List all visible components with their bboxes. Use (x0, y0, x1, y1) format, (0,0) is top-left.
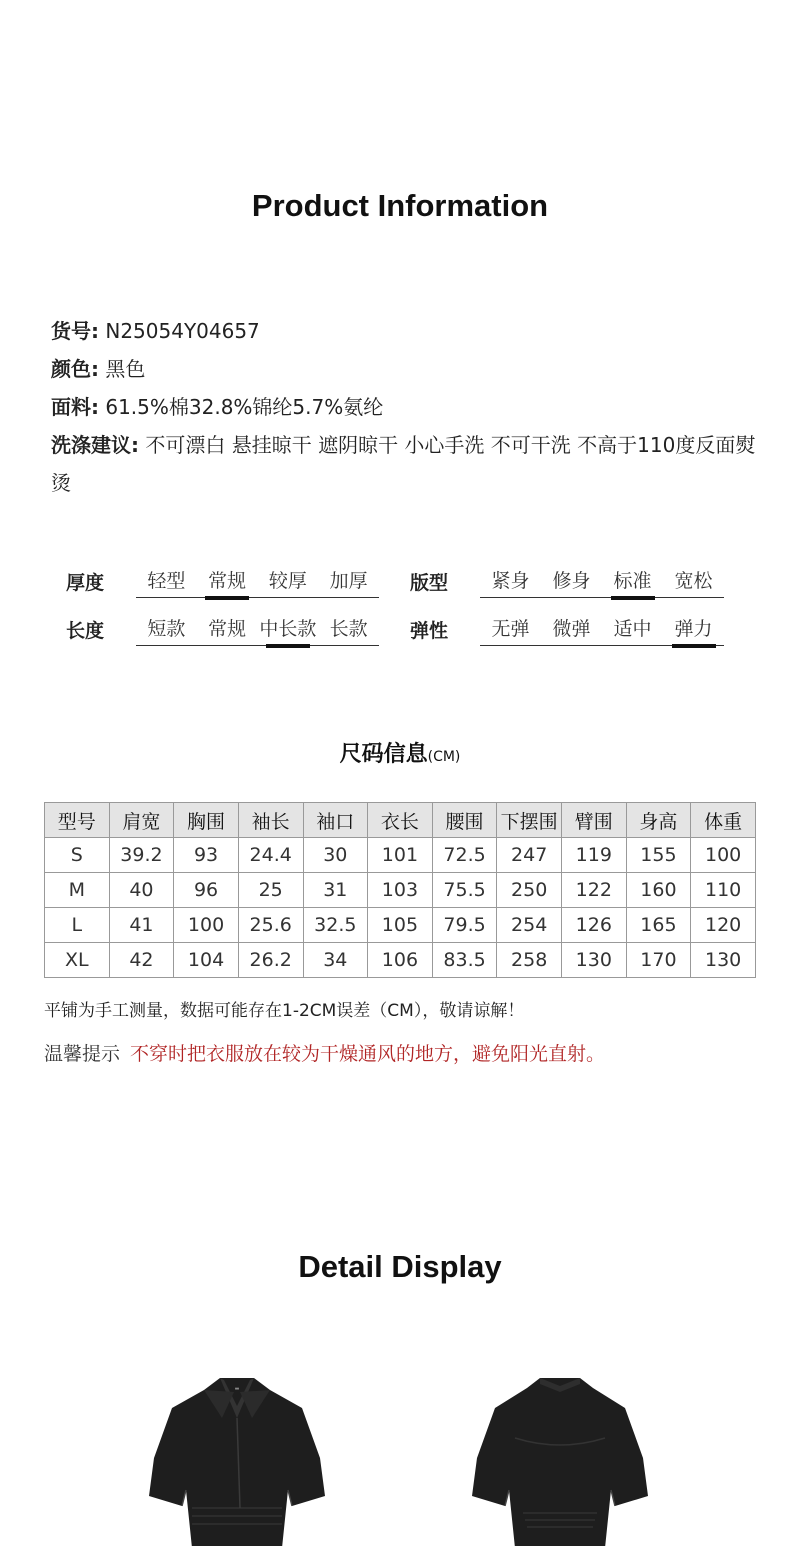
table-cell: 100 (174, 908, 239, 943)
table-cell: M (45, 873, 110, 908)
dress-back-image (465, 1378, 655, 1546)
length-option: 短款 (147, 618, 186, 640)
sku-line (51, 312, 260, 350)
wash-line (51, 426, 771, 502)
thickness-label: 厚度 (66, 572, 105, 594)
sku-label: 货号: (51, 319, 99, 343)
tip-label: 温馨提示 (44, 1043, 121, 1065)
table-cell: XL (45, 943, 110, 978)
table-cell: 100 (691, 838, 756, 873)
color-value: 黑色 (105, 357, 146, 381)
table-cell: 155 (626, 838, 691, 873)
elasticity-option: 适中 (613, 618, 652, 640)
sku-value: N25054Y04657 (105, 319, 260, 343)
table-cell: 250 (497, 873, 562, 908)
thickness-option: 轻型 (147, 570, 186, 592)
table-cell: 42 (109, 943, 174, 978)
length-option: 长款 (329, 618, 368, 640)
dress-front-image (142, 1378, 332, 1546)
table-cell: 120 (691, 908, 756, 943)
table-cell: 130 (562, 943, 627, 978)
elasticity-option: 弹力 (663, 614, 724, 645)
table-cell: 40 (109, 873, 174, 908)
table-cell: 254 (497, 908, 562, 943)
size-table-body (45, 838, 756, 978)
table-cell: 105 (368, 908, 433, 943)
table-cell: 119 (562, 838, 627, 873)
measurement-note: 平铺为手工测量，数据可能存在1-2CM误差（CM），敬请谅解！ (44, 1001, 525, 1021)
table-cell: 258 (497, 943, 562, 978)
table-cell: 96 (174, 873, 239, 908)
table-cell: S (45, 838, 110, 873)
table-cell: 75.5 (432, 873, 497, 908)
table-row (45, 838, 756, 873)
wash-value: 不可漂白 悬挂晾干 遮阴晾干 小心手洗 不可干洗 不高于110度反面熨烫 (51, 433, 756, 495)
table-cell: 101 (368, 838, 433, 873)
table-cell: 30 (303, 838, 368, 873)
wash-label: 洗涤建议: (51, 433, 139, 457)
fabric-label: 面料: (51, 395, 99, 419)
product-information-title: Product Information (251, 188, 549, 223)
table-cell: 31 (303, 873, 368, 908)
table-cell: 41 (109, 908, 174, 943)
length-options (136, 614, 379, 646)
detail-display-title: Detail Display (298, 1249, 502, 1284)
table-cell: 39.2 (109, 838, 174, 873)
size-header-cell: 型号 (45, 803, 110, 838)
fabric-value: 61.5%棉32.8%锦纶5.7%氨纶 (105, 395, 384, 419)
size-table-header (45, 803, 756, 838)
elasticity-option: 无弹 (491, 618, 530, 640)
fit-option: 标准 (602, 566, 663, 597)
fabric-line (51, 388, 383, 426)
table-cell: 93 (174, 838, 239, 873)
size-header-cell: 袖口 (303, 803, 368, 838)
table-cell: 26.2 (238, 943, 303, 978)
elasticity-label: 弹性 (410, 620, 449, 642)
care-tip (44, 1039, 605, 1066)
thickness-option: 加厚 (329, 570, 368, 592)
size-title-text: 尺码信息 (339, 742, 428, 767)
size-header-cell: 袖长 (238, 803, 303, 838)
size-table (44, 802, 756, 978)
thickness-option: 较厚 (268, 570, 307, 592)
size-header-cell: 身高 (626, 803, 691, 838)
table-cell: L (45, 908, 110, 943)
table-cell: 165 (626, 908, 691, 943)
table-cell: 104 (174, 943, 239, 978)
table-row (45, 943, 756, 978)
table-cell: 25 (238, 873, 303, 908)
tip-text: 不穿时把衣服放在较为干燥通风的地方，避免阳光直射。 (130, 1043, 606, 1065)
table-cell: 25.6 (238, 908, 303, 943)
thickness-options (136, 566, 379, 598)
elasticity-options (480, 614, 724, 646)
size-header-cell: 下摆围 (497, 803, 562, 838)
fit-option: 紧身 (491, 570, 530, 592)
table-cell: 247 (497, 838, 562, 873)
length-option: 常规 (208, 618, 247, 640)
table-cell: 106 (368, 943, 433, 978)
length-label: 长度 (66, 620, 105, 642)
table-row (45, 873, 756, 908)
table-cell: 24.4 (238, 838, 303, 873)
table-cell: 34 (303, 943, 368, 978)
thickness-option: 常规 (197, 566, 258, 597)
size-header-cell: 肩宽 (109, 803, 174, 838)
table-cell: 103 (368, 873, 433, 908)
size-title-unit: (CM) (427, 749, 461, 765)
fit-options (480, 566, 724, 598)
table-cell: 160 (626, 873, 691, 908)
table-cell: 126 (562, 908, 627, 943)
size-header-cell: 胸围 (174, 803, 239, 838)
table-cell: 32.5 (303, 908, 368, 943)
fit-option: 宽松 (674, 570, 713, 592)
color-line (51, 350, 145, 388)
size-header-cell: 衣长 (368, 803, 433, 838)
color-label: 颜色: (51, 357, 99, 381)
size-header-cell: 腰围 (432, 803, 497, 838)
table-cell: 110 (691, 873, 756, 908)
size-header-cell: 臂围 (562, 803, 627, 838)
length-option: 中长款 (258, 614, 319, 645)
table-cell: 83.5 (432, 943, 497, 978)
fit-label: 版型 (410, 572, 449, 594)
size-info-title (0, 737, 800, 768)
table-cell: 72.5 (432, 838, 497, 873)
fit-option: 修身 (552, 570, 591, 592)
elasticity-option: 微弹 (552, 618, 591, 640)
size-header-cell: 体重 (691, 803, 756, 838)
table-cell: 130 (691, 943, 756, 978)
table-cell: 170 (626, 943, 691, 978)
table-cell: 79.5 (432, 908, 497, 943)
table-row (45, 908, 756, 943)
svg-text:▬: ▬ (234, 1386, 240, 1392)
table-cell: 122 (562, 873, 627, 908)
